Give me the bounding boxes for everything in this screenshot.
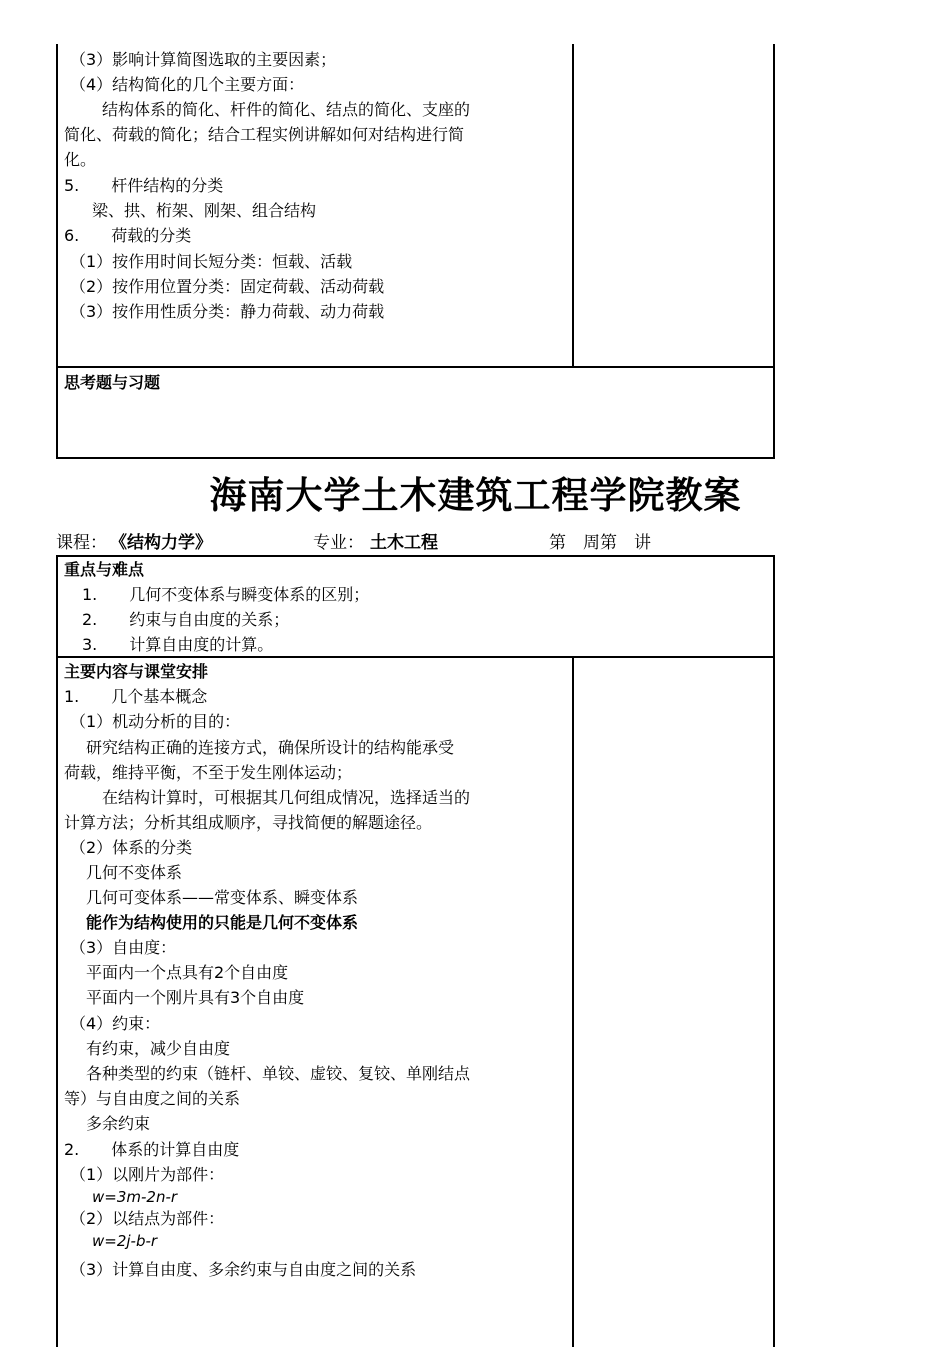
main-line-8: 几何不变体系 bbox=[70, 863, 183, 882]
major-label: 专业： bbox=[313, 533, 364, 553]
main-content-heading: 主要内容与课堂安排 bbox=[64, 662, 209, 681]
main-line-21: （2）以结点为部件： bbox=[70, 1209, 225, 1228]
major-name: 土木工程 bbox=[370, 533, 438, 553]
key-point-item: 3. 计算自由度的计算。 bbox=[82, 635, 274, 654]
main-line-9: 几何可变体系——常变体系、瞬变体系 bbox=[70, 888, 359, 907]
upper-line-4: 简化、荷载的简化；结合工程实例讲解如何对结构进行简 bbox=[64, 125, 465, 144]
main-line-2: （1）机动分析的目的： bbox=[70, 712, 241, 731]
upper-line-3: 结构体系的简化、杆件的简化、结点的简化、支座的 bbox=[70, 100, 471, 119]
main-line-15: 有约束，减少自由度 bbox=[70, 1039, 231, 1058]
key-left-border bbox=[56, 555, 58, 1347]
upper-line-2: （4）结构简化的几个主要方面： bbox=[70, 75, 305, 94]
upper-line-9: （1）按作用时间长短分类：恒载、活载 bbox=[70, 252, 353, 271]
upper-right-border bbox=[773, 44, 775, 459]
page-title: 海南大学土木建筑工程学院教案 bbox=[209, 474, 742, 517]
exercise-heading: 思考题与习题 bbox=[64, 373, 161, 392]
main-line-16: 各种类型的约束（链杆、单铰、虚铰、复铰、单刚结点 bbox=[70, 1064, 471, 1083]
key-right-border bbox=[773, 555, 775, 1347]
upper-line-1: （3）影响计算简图选取的主要因素； bbox=[70, 50, 337, 69]
main-line-12: 平面内一个点具有2个自由度 bbox=[70, 963, 289, 982]
week-lecture: 第 周第 讲 bbox=[549, 533, 651, 553]
main-line-22: （3）计算自由度、多余约束与自由度之间的关系 bbox=[70, 1260, 417, 1279]
formula-rigid-body: w=3m-2n-r bbox=[92, 1188, 178, 1206]
upper-line-11: （3）按作用性质分类：静力荷载、动力荷载 bbox=[70, 302, 385, 321]
upper-line-10: （2）按作用位置分类：固定荷载、活动荷载 bbox=[70, 277, 385, 296]
main-mid-border bbox=[572, 656, 574, 1347]
main-line-18: 多余约束 bbox=[70, 1114, 151, 1133]
upper-bottom-border bbox=[56, 457, 775, 459]
upper-row-divider bbox=[56, 366, 775, 368]
key-top-border bbox=[56, 555, 775, 557]
main-line-20: （1）以刚片为部件： bbox=[70, 1165, 225, 1184]
formula-joint: w=2j-b-r bbox=[92, 1232, 158, 1250]
course-name: 《结构力学》 bbox=[110, 533, 212, 553]
main-line-14: （4）约束： bbox=[70, 1014, 161, 1033]
upper-mid-border bbox=[572, 44, 574, 367]
upper-line-7: 梁、拱、桁架、刚架、组合结构 bbox=[76, 201, 317, 220]
upper-line-5: 化。 bbox=[64, 150, 97, 169]
main-line-6: 计算方法；分析其组成顺序，寻找简便的解题途径。 bbox=[64, 813, 433, 832]
key-point-item: 2. 约束与自由度的关系； bbox=[82, 610, 290, 629]
course-label: 课程： bbox=[56, 533, 107, 553]
upper-line-8: 6. 荷载的分类 bbox=[64, 226, 192, 245]
main-line-19: 2. 体系的计算自由度 bbox=[64, 1140, 240, 1159]
main-line-5: 在结构计算时，可根据其几何组成情况，选择适当的 bbox=[70, 788, 471, 807]
key-points-heading: 重点与难点 bbox=[64, 560, 145, 579]
main-line-17: 等）与自由度之间的关系 bbox=[64, 1089, 241, 1108]
main-line-13: 平面内一个刚片具有3个自由度 bbox=[70, 988, 305, 1007]
main-line-11: （3）自由度： bbox=[70, 938, 177, 957]
upper-left-border bbox=[56, 44, 58, 459]
upper-line-6: 5. 杆件结构的分类 bbox=[64, 176, 224, 195]
main-line-4: 荷载，维持平衡，不至于发生刚体运动； bbox=[64, 763, 353, 782]
main-line-3: 研究结构正确的连接方式，确保所设计的结构能承受 bbox=[70, 738, 455, 757]
key-point-item: 1. 几何不变体系与瞬变体系的区别； bbox=[82, 585, 370, 604]
main-line-1: 1. 几个基本概念 bbox=[64, 687, 208, 706]
main-line-7: （2）体系的分类 bbox=[70, 838, 193, 857]
main-line-10: 能作为结构使用的只能是几何不变体系 bbox=[70, 913, 359, 932]
